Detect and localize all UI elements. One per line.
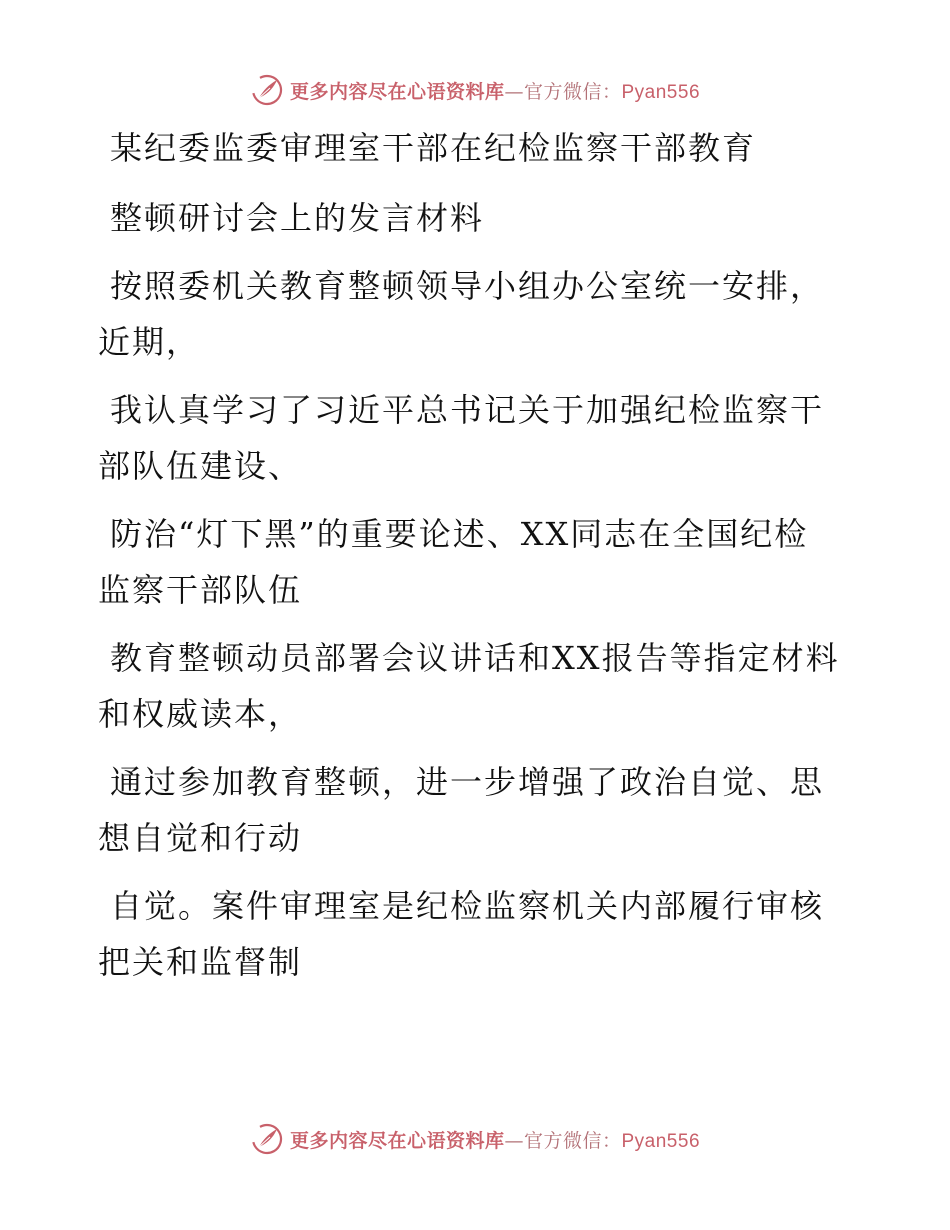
header-official-label: 官方微信： <box>523 80 622 103</box>
feather-pen-logo-icon <box>250 73 284 107</box>
paragraph-line: 想自觉和行动 <box>98 819 303 857</box>
document-title-line-1: 某纪委监委审理室干部在纪检监察干部教育 <box>110 129 757 167</box>
header-brand-text: 更多内容尽在心语资料库 <box>289 80 505 103</box>
paragraph-line: 通过参加教育整顿，进一步增强了政治自觉、思 <box>110 763 825 801</box>
paragraph-line: 把关和监督制 <box>98 943 303 981</box>
paragraph <box>98 760 858 860</box>
paragraph-line: 和权威读本， <box>98 695 303 733</box>
footer-official-label: 官方微信： <box>523 1129 622 1152</box>
paragraph-line: 按照委机关教育整顿领导小组办公室统一安排， <box>110 267 825 305</box>
footer-banner-text <box>290 1126 700 1153</box>
footer-banner <box>0 1119 950 1159</box>
paragraph-line: 防治“灯下黑”的重要论述、XX同志在全国纪检 <box>110 515 809 553</box>
paragraph-line: 监察干部队伍 <box>98 571 303 609</box>
paragraph <box>98 264 858 364</box>
paragraph <box>98 512 858 612</box>
paragraph <box>98 884 858 984</box>
footer-wechat-handle: Pyan556 <box>621 1130 701 1152</box>
feather-pen-logo-icon <box>250 1122 284 1156</box>
header-wechat-handle: Pyan556 <box>621 81 701 103</box>
header-banner-text <box>290 77 700 104</box>
footer-brand-text: 更多内容尽在心语资料库 <box>289 1129 505 1152</box>
paragraph-line: 自觉。案件审理室是纪检监察机关内部履行审核 <box>110 887 825 925</box>
paragraph-line: 我认真学习了习近平总书记关于加强纪检监察干 <box>110 391 825 429</box>
paragraph-line: 近期， <box>98 323 201 361</box>
paragraph <box>98 388 858 488</box>
footer-separator: — <box>504 1129 524 1152</box>
document-title-line-2: 整顿研讨会上的发言材料 <box>110 199 485 237</box>
paragraph-line: 教育整顿动员部署会议讲话和XX报告等指定材料 <box>110 639 840 677</box>
document-body <box>98 120 858 984</box>
header-separator: — <box>504 80 524 103</box>
header-banner <box>0 70 950 110</box>
paragraph <box>98 636 858 736</box>
paragraph-line: 部队伍建设、 <box>98 447 303 485</box>
